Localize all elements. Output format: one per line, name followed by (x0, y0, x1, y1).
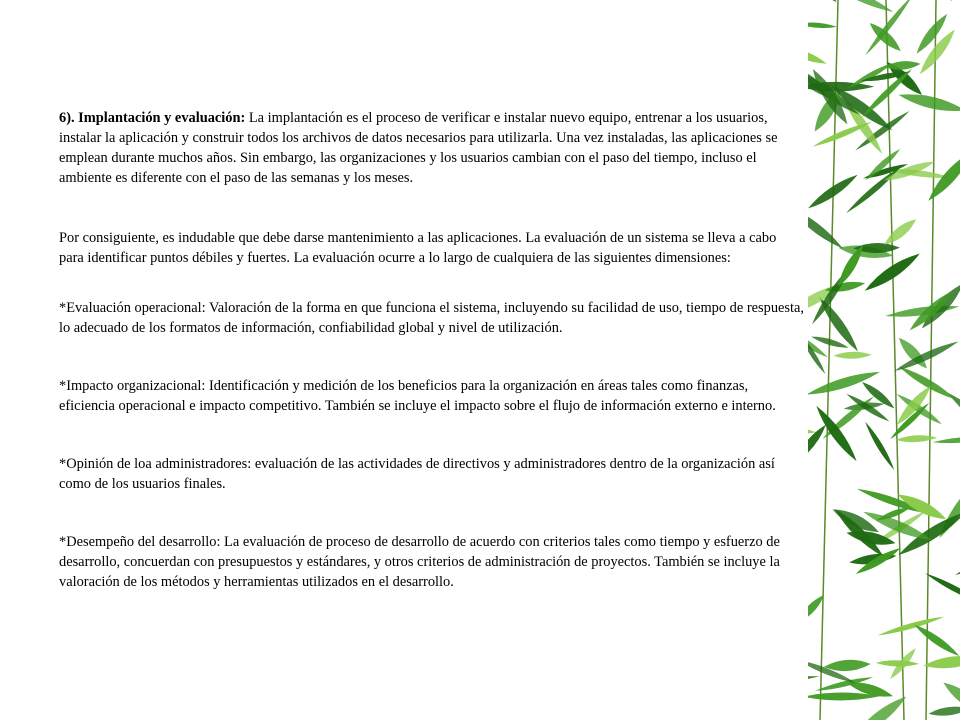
bamboo-leaves (808, 0, 960, 720)
bamboo-leaf (897, 89, 960, 116)
paragraph-impacto-organizacional: *Impacto organizacional: Identificación y medición de los beneficios para la organización en áreas tales como finanzas, eficiencia operacional e impacto competitivo. También se incluye el impacto sobre el flujo de información externo e interno. (59, 378, 776, 414)
bamboo-leaf (893, 383, 934, 428)
paragraph-mantenimiento: Por consiguiente, es indudable que debe darse mantenimiento a las aplicaciones. La evaluación de un sistema se lleva a cabo para identificar puntos débiles y fuertes. La evaluación ocurre a lo largo de cualquiera de las siguientes dimensiones: (59, 230, 777, 266)
bamboo-leaf (863, 0, 915, 57)
bamboo-leaf (808, 21, 837, 29)
paragraph-text: La implantación es el proceso de verificar e instalar nuevo equipo, entrenar a los usuarios, instalar la aplicación y construir todos los archivos de datos necesarios para utilizarla. Una vez instaladas, las aplicaciones se emplean durante muchos años. Sin embargo, las organizaciones y los usuarios cambian con el paso del tiempo, incluso el ambiente es diferente con el paso de las semanas y los meses. (59, 110, 778, 186)
bamboo-leaf (808, 203, 846, 252)
paragraph-desempeno-desarrollo: *Desempeño del desarrollo: La evaluación de proceso de desarrollo de acuerdo con criterios tales como tiempo y esfuerzo de desarrollo, concuerdan con presupuestos y estándares, y otros criterios de administración de proyectos. También se incluye la valoración de los métodos y herramientas utilizados en el desarrollo. (59, 534, 780, 590)
bamboo-leaf (924, 571, 960, 608)
paragraph-evaluacion-operacional: *Evaluación operacional: Valoración de la forma en que funciona el sistema, incluyendo su facilidad de uso, tiempo de respuesta, lo adecuado de los formatos de información, confiabilidad global y nivel de utilización. (59, 300, 804, 336)
bamboo-leaves-image (808, 0, 960, 720)
bamboo-leaf (808, 673, 820, 688)
bamboo-leaf (866, 19, 904, 55)
bamboo-leaf (881, 215, 919, 248)
bamboo-leaf (863, 420, 897, 471)
bamboo-stem (886, 0, 904, 720)
bamboo-leaf (826, 0, 895, 16)
bamboo-leaf (911, 0, 955, 4)
bamboo-leaf (876, 660, 920, 667)
paragraph-opinion-administradores: *Opinión de loa administradores: evaluación de las actividades de directivos y administradores dentro de la organización así como de los usuarios finales. (59, 456, 775, 492)
bamboo-leaf (808, 592, 827, 626)
slide-body (59, 108, 804, 592)
bamboo-leaf (808, 0, 841, 7)
bamboo-leaf (833, 351, 872, 359)
bamboo-leaf (897, 363, 958, 403)
bamboo-leaf (928, 704, 960, 717)
bamboo-leaf (954, 540, 960, 578)
bamboo-leaf (923, 653, 960, 671)
bamboo-leaf (896, 434, 938, 443)
bamboo-leaf (912, 621, 960, 659)
bamboo-leaf (877, 614, 945, 638)
bamboo-leaf (808, 42, 828, 67)
paragraph-implantacion (59, 108, 804, 188)
bamboo-leaf (808, 367, 882, 399)
bamboo-leaf (932, 435, 960, 445)
section-heading: 6). Implantación y evaluación: (59, 110, 246, 126)
